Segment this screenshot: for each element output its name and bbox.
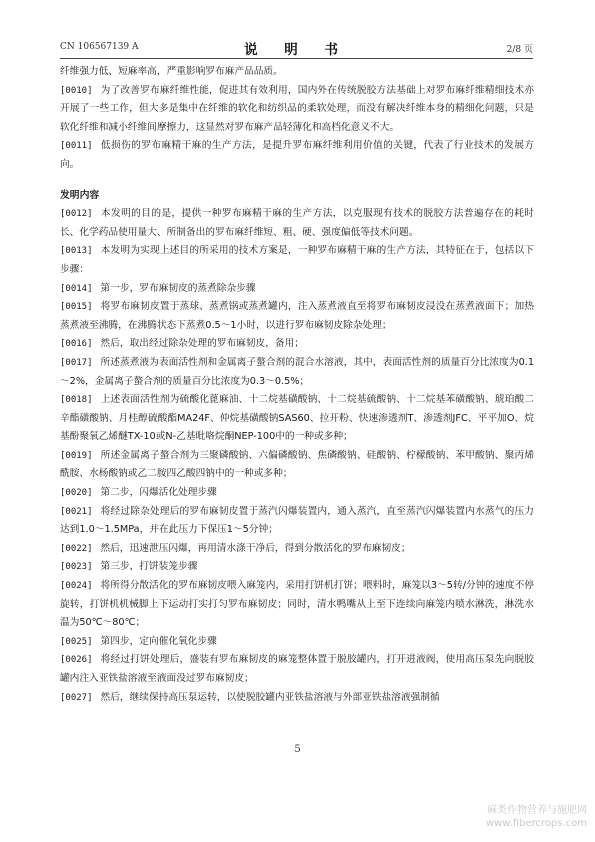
paragraph-text: 然后，取出经过除杂处理的罗布麻韧皮，备用； xyxy=(100,338,304,350)
paragraph-number: [0015] xyxy=(60,302,93,313)
paragraph-text: 上述表面活性剂为硫酸化蓖麻油、十二烷基磺酸钠、十二烷基硫酸钠、十二烷基苯磺酸钠、琥珀酸二辛酯磺酸钠、月桂醇硫酸酯MA24F、仲烷基磺酸钠SAS60、拉开粉、快速渗透剂T、渗透剂JFC、平平加O、烷基酚聚氧乙烯醚TX-10或N-乙基吡咯烷酮NEP-100中的一种或多种； xyxy=(60,394,534,443)
paragraph-number: [0023] xyxy=(60,562,93,573)
page-header xyxy=(60,38,533,58)
paragraph-number: [0012] xyxy=(60,209,93,220)
paragraph-number: [0011] xyxy=(60,141,93,152)
paragraph-text: 然后，迅速泄压闪爆，再用清水涤干净后，得到分散活化的罗布麻韧皮； xyxy=(100,542,411,554)
page-number: 5 xyxy=(294,744,301,755)
continuation-text: 纤维强力低、短麻率高，严重影响罗布麻产品品质。 xyxy=(60,66,283,77)
header-rule xyxy=(60,58,533,59)
paragraph-number: [0020] xyxy=(60,488,93,499)
paragraph xyxy=(60,689,534,708)
watermark xyxy=(486,804,587,830)
paragraph xyxy=(60,335,534,354)
paragraph-text: 将所得分散活化的罗布麻韧皮喂入麻笼内，采用打饼机打饼；喂料时，麻笼以3～5转/分钟的速度不停旋转，打饼机机械脚上下运动打实打匀罗布麻韧皮；同时，清水鸭嘴从上至下连续向麻笼内喷水淋洗，淋洗水温为50℃～80℃； xyxy=(60,580,534,629)
paragraph xyxy=(60,82,534,138)
paragraph-number: [0027] xyxy=(60,692,93,703)
paragraph-text: 然后，继续保持高压泵运转，以使脱胶罐内亚铁盐溶液与外部亚铁盐溶液强制循 xyxy=(100,691,440,703)
paragraph-group-summary xyxy=(60,205,534,707)
patent-number: CN 106567139 A xyxy=(60,42,139,52)
paragraph-number: [0010] xyxy=(60,85,93,96)
paragraph-number: [0024] xyxy=(60,581,93,592)
paragraph xyxy=(60,577,534,633)
paragraph-number: [0021] xyxy=(60,506,93,517)
paragraph xyxy=(60,633,534,652)
paragraph-text: 第三步，打饼装笼步骤 xyxy=(100,561,198,573)
paragraph-text: 将罗布麻韧皮置于蒸球、蒸煮锅或蒸煮罐内，注入蒸煮液直至将罗布麻韧皮浸没在蒸煮液面下；加热蒸煮液至沸腾，在沸腾状态下蒸煮0.5～1小时，以进行罗布麻韧皮除杂处理； xyxy=(60,301,534,331)
paragraph-text: 本发明为实现上述目的所采用的技术方案是，一种罗布麻精干麻的生产方法，其特征在于，包括以下步骤： xyxy=(60,245,534,275)
paragraph xyxy=(60,298,534,335)
paragraph xyxy=(60,205,534,242)
paragraph-group-background xyxy=(60,82,534,175)
paragraph-text: 低损伤的罗布麻精干麻的生产方法，是提升罗布麻纤维利用价值的关键，代表了行业技术的发展方向。 xyxy=(60,140,534,170)
paragraph xyxy=(60,137,534,174)
paragraph xyxy=(60,484,534,503)
section-title: 发明内容 xyxy=(60,189,100,201)
paragraph-text: 第四步，定向催化氧化步骤 xyxy=(100,635,217,647)
paragraph-number: [0013] xyxy=(60,246,93,257)
paragraph xyxy=(60,540,534,559)
paragraph-number: [0016] xyxy=(60,339,93,350)
paragraph xyxy=(60,391,534,447)
paragraph xyxy=(60,558,534,577)
paragraph xyxy=(60,280,534,299)
paragraph-text: 将经过打饼处理后，盛装有罗布麻韧皮的麻笼整体置于脱胶罐内，打开进液阀，使用高压泵先向脱胶罐内注入亚铁盐溶液至液面没过罗布麻韧皮； xyxy=(60,654,534,684)
paragraph-text: 第一步，罗布麻韧皮的蒸煮除杂步骤 xyxy=(100,282,256,294)
paragraph-text: 所述金属离子螯合剂为三聚磷酸钠、六偏磷酸钠、焦磷酸钠、硅酸钠、柠檬酸钠、苯甲酸钠、聚丙烯酰胺、水杨酸钠或乙二胺四乙酸四钠中的一种或多种； xyxy=(60,449,534,480)
watermark-url: www.fibercrops.com xyxy=(485,818,587,829)
paragraph xyxy=(60,242,534,279)
paragraph-number: [0022] xyxy=(60,543,93,554)
paragraph-number: [0017] xyxy=(60,357,93,368)
paragraph-text: 本发明的目的是，提供一种罗布麻精干麻的生产方法，以克服现有技术的脱胶方法普遍存在的耗时长、化学药品使用量大、所制备出的罗布麻纤维短、粗、硬、强度偏低等技术问题。 xyxy=(60,208,534,238)
paragraph-number: [0026] xyxy=(60,655,93,666)
watermark-site-name: 麻类作物营养与施肥网 xyxy=(487,805,587,816)
paragraph xyxy=(60,447,534,484)
paragraph-text: 将经过除杂处理后的罗布麻韧皮置于蒸汽闪爆装置内，通入蒸汽，直至蒸汽闪爆装置内水蒸气的压力达到1.0～1.5MPa，并在此压力下保压1～5分钟； xyxy=(60,505,534,536)
page-indicator: 2/8 页 xyxy=(506,45,533,55)
paragraph xyxy=(60,651,534,688)
paragraph-number: [0018] xyxy=(60,395,93,406)
paragraph-number: [0025] xyxy=(60,636,93,647)
paragraph-text: 所述蒸煮液为表面活性剂和金属离子螯合剂的混合水溶液，其中，表面活性剂的质量百分比浓度为0.1～2%，金属离子螯合剂的质量百分比浓度为0.3～0.5%； xyxy=(60,356,534,387)
paragraph xyxy=(60,503,534,540)
document-title: 说 明 书 xyxy=(244,42,349,58)
document-body xyxy=(60,63,534,707)
paragraph-number: [0014] xyxy=(60,283,93,294)
paragraph-text: 第二步，闪爆活化处理步骤 xyxy=(100,487,217,499)
paragraph xyxy=(60,354,534,391)
paragraph-text: 为了改善罗布麻纤维性能，促进其有效利用，国内外在传统脱胶方法基础上对罗布麻纤维精细技术亦开展了一些工作，但大多是集中在纤维的软化和纺织品的柔软处理，而没有解决纤维本身的精细化问题，只是软化纤维和减小纤维间摩擦力，这显然对罗布麻产品轻薄化和高档化意义不大。 xyxy=(60,84,534,133)
paragraph-number: [0019] xyxy=(60,450,93,461)
